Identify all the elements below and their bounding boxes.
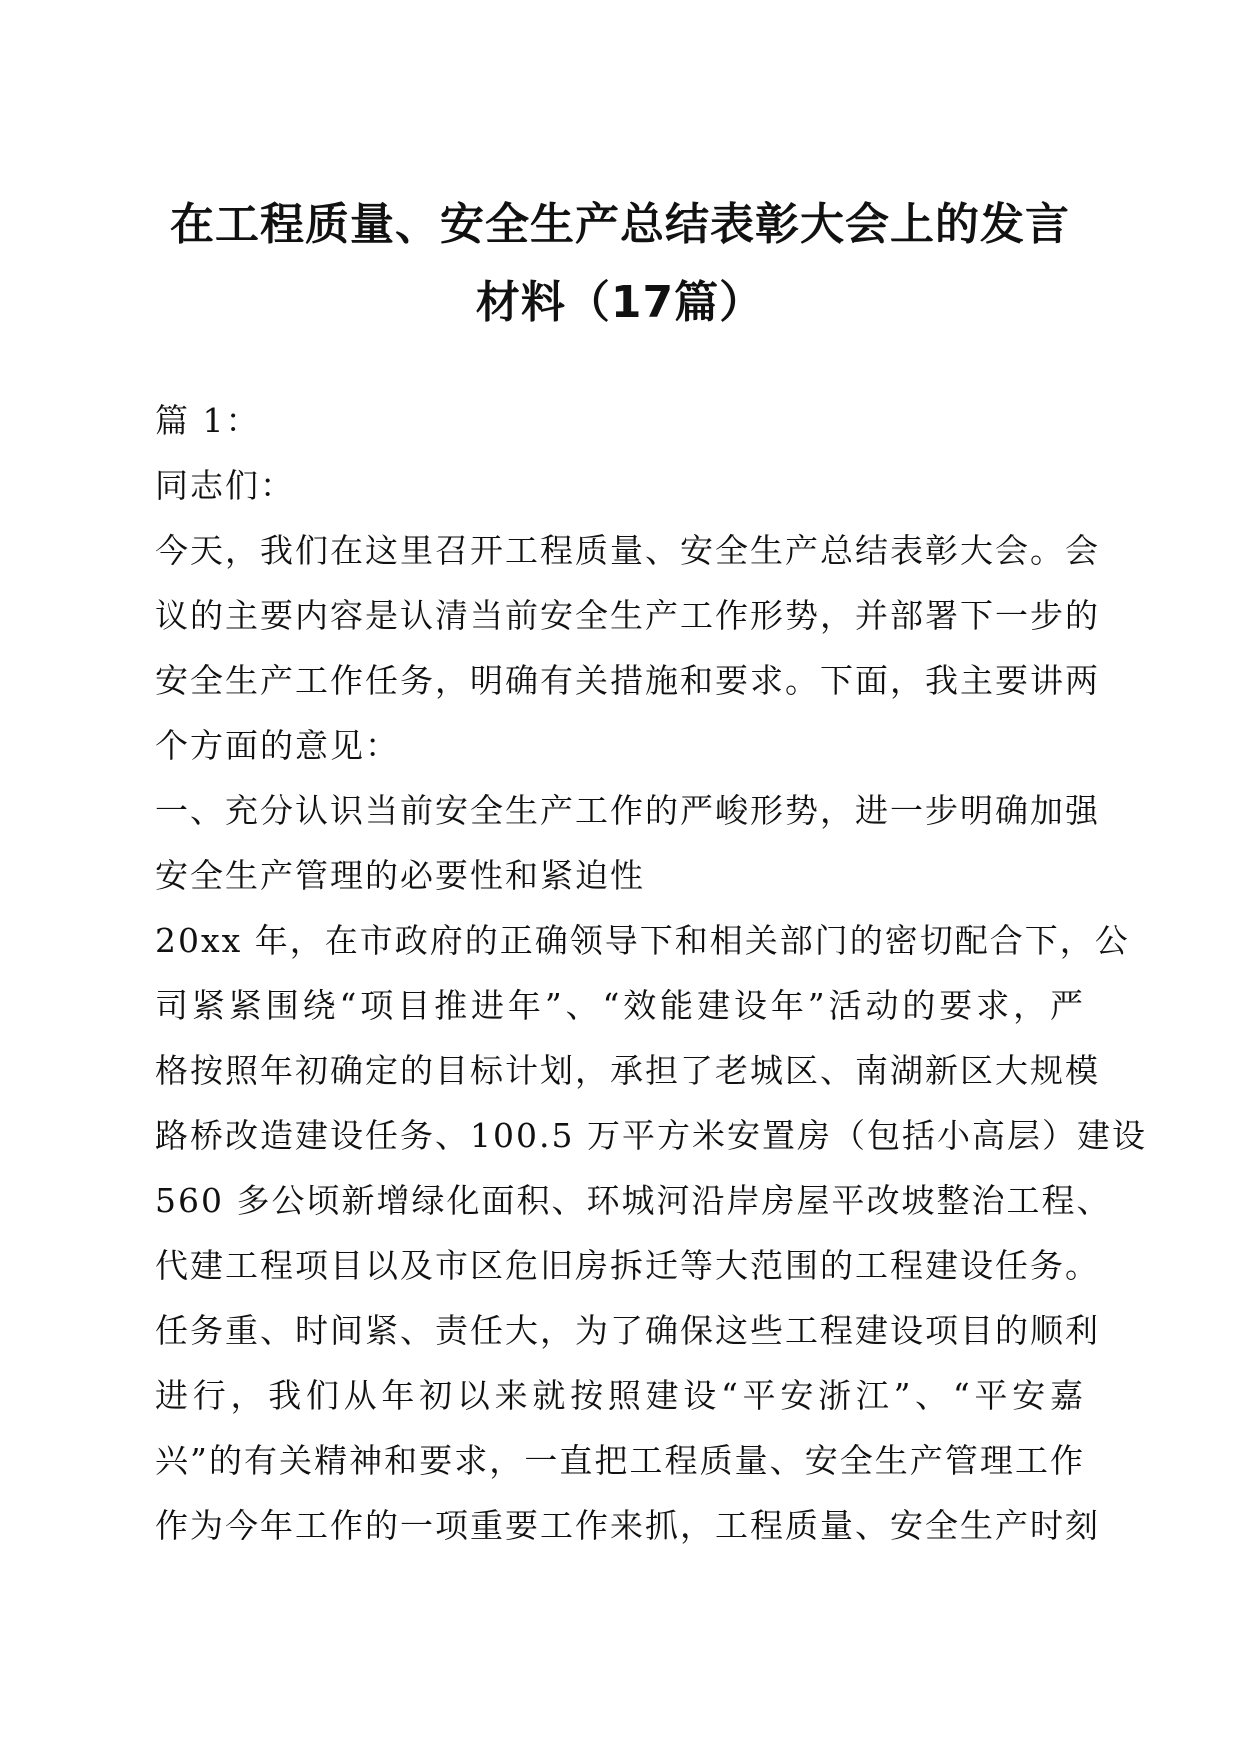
body-line: 代建工程项目以及市区危旧房拆迁等大范围的工程建设任务。 — [155, 1246, 1100, 1285]
subheading-line: 一、充分认识当前安全生产工作的严峻形势，进一步明确加强 — [155, 791, 1100, 830]
title-line-1: 在工程质量、安全生产总结表彰大会上的发言 — [170, 199, 1070, 250]
body-line: 司紧紧围绕“项目推进年”、“效能建设年”活动的要求，严 — [155, 986, 1085, 1025]
body-line: 作为今年工作的一项重要工作来抓，工程质量、安全生产时刻 — [155, 1506, 1100, 1545]
document-title — [155, 186, 1085, 342]
body-line: 20xx 年，在市政府的正确领导下和相关部门的密切配合下，公 — [155, 921, 1130, 960]
body-line: 560 多公顷新增绿化面积、环城河沿岸房屋平改坡整治工程、 — [155, 1181, 1112, 1220]
title-line-2: 材料（17篇） — [475, 277, 765, 328]
body-line: 议的主要内容是认清当前安全生产工作形势，并部署下一步的 — [155, 596, 1100, 635]
body-line: 兴”的有关精神和要求，一直把工程质量、安全生产管理工作 — [155, 1441, 1085, 1480]
body-line: 个方面的意见： — [155, 726, 400, 765]
body-line: 任务重、时间紧、责任大，为了确保这些工程建设项目的顺利 — [155, 1311, 1100, 1350]
body-line: 格按照年初确定的目标计划，承担了老城区、南湖新区大规模 — [155, 1051, 1100, 1090]
body-line: 安全生产工作任务，明确有关措施和要求。下面，我主要讲两 — [155, 661, 1100, 700]
salutation: 同志们： — [155, 466, 295, 505]
document-body — [155, 388, 1147, 1558]
section-heading: 篇 1： — [155, 401, 261, 440]
body-line: 路桥改造建设任务、100.5 万平方米安置房（包括小高层）建设 — [155, 1116, 1147, 1155]
body-line: 今天，我们在这里召开工程质量、安全生产总结表彰大会。会 — [155, 531, 1100, 570]
body-line: 进行，我们从年初以来就按照建设“平安浙江”、“平安嘉 — [155, 1376, 1085, 1415]
subheading-line: 安全生产管理的必要性和紧迫性 — [155, 856, 645, 895]
